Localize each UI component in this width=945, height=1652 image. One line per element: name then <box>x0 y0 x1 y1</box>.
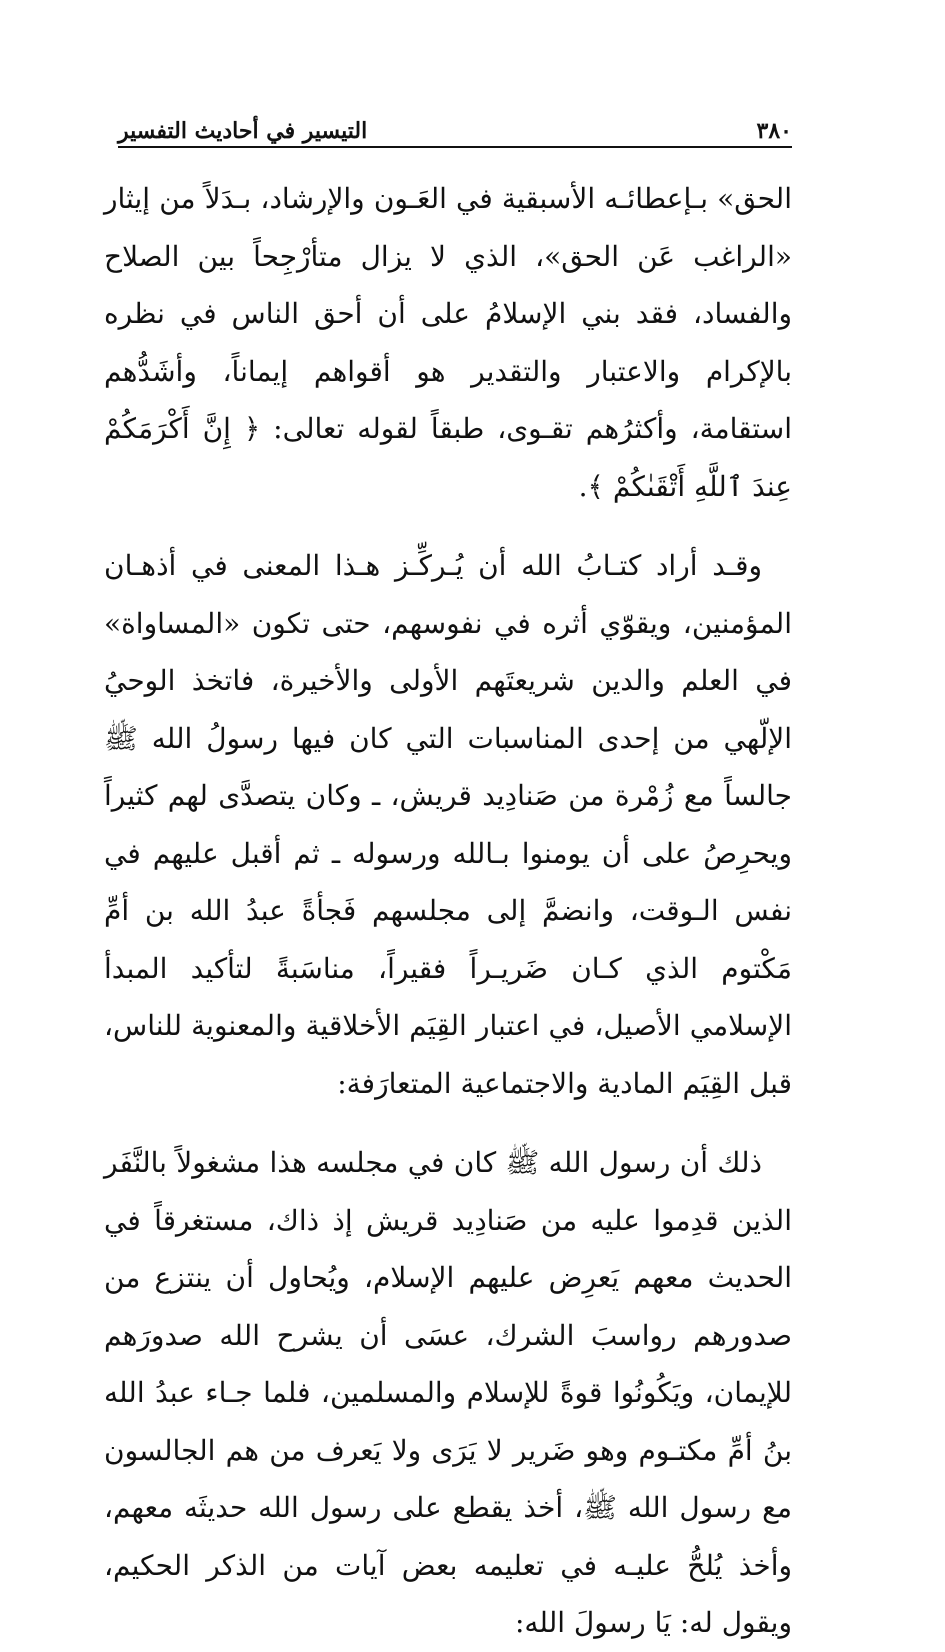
paragraph-3: ذلك أن رسول الله ﷺ كان في مجلسه هذا مشغولاً بالنَّفَر الذين قدِموا عليه من صَنادِيد قريش إذ ذاك، مستغرقاً في الحديث معهم يَعرِض عليهم الإسلام، ويُحاول أن ينتزع من صدورهم رواسبَ الشرك، عسَى أن يشرح الله صدورَهم للإيمان، ويَكُونُوا قوةً للإسلام والمسلمين، فلما جـاء عبدُ الله بنُ أمِّ مكتـوم وهو ضَرير لا يَرَى ولا يَعرف من هم الجالسون مع رسول الله ﷺ، أخذ يقطع على رسول الله حديثَه معهم، وأخذ يُلحُّ عليـه في تعليمه بعض آيات من الذكر الحكيم، ويقول له: يَا رسولَ الله: <box>104 1146 792 1639</box>
page-number: ٣٨٠ <box>756 118 792 144</box>
body-text <box>104 170 792 1652</box>
book-title: التيسير في أحاديث التفسير <box>118 118 368 144</box>
paragraph-1: الحق» بـإعطائـه الأسبقية في العَـون والإرشاد، بـدَلاً من إيثار «الراغب عَن الحق»، الذي لا يزال متأرْجِحاً بين الصلاح والفساد، فقد بني الإسلامُ على أن أحق الناس في نظره بالإكرام والاعتبار والتقدير هو أقواهم إيماناً، وأشَدُّهم استقامة، وأكثرُهم تقـوى، طبقاً لقوله تعالى: ﴿ إِنَّ أَكْرَمَكُمْ عِندَ ٱللَّهِ أَتْقَىٰكُمْ ﴾. <box>104 182 792 503</box>
running-header <box>118 104 792 144</box>
header-divider <box>118 146 792 148</box>
paragraph-2: وقـد أراد كتـابُ الله أن يُـركِّـز هـذا المعنى في أذهـان المؤمنين، ويقوّي أثره في نفوسهم، حتى تكون «المساواة» في العلم والدين شريعتَهم الأولى والأخيرة، فاتخذ الوحيُ الإلّهي من إحدى المناسبات التي كان فيها رسولُ الله ﷺ جالساً مع زُمْرة من صَنادِيد قريش، ـ وكان يتصدَّى لهم كثيراً ويحرِصُ على أن يومنوا بـالله ورسوله ـ ثم أقبل عليهم في نفس الـوقت، وانضمَّ إلى مجلسهم فَجأةً عبدُ الله بن أمِّ مَكْتوم الذي كـان ضَريـراً فقيراً، مناسَبةً لتأكيد المبدأ الإسلامي الأصيل، في اعتبار القِيَم الأخلاقية والمعنوية للناس، قبل القِيَم المادية والاجتماعية المتعارَفة: <box>104 549 792 1100</box>
